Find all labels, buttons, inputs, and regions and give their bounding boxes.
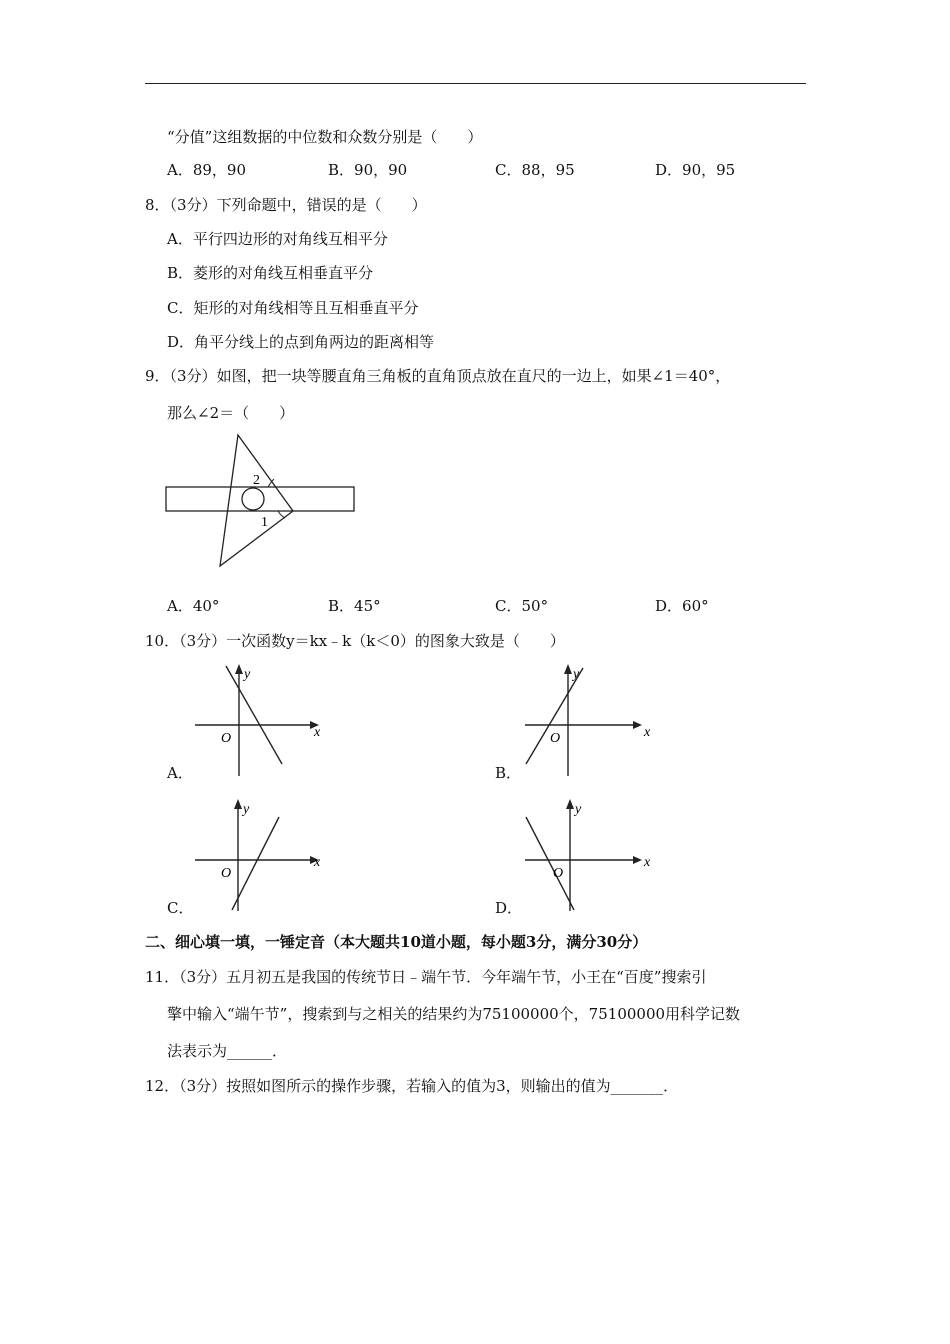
q9-stem-line1: 9．（3分）如图，把一块等腰直角三角板的直角顶点放在直尺的一边上，如果∠1＝40°， <box>145 367 731 385</box>
x-label: x <box>314 855 321 870</box>
origin-label: O <box>221 866 232 881</box>
q9-option-a: A．40° <box>167 597 220 615</box>
y-label: y <box>573 667 580 682</box>
origin-label: O <box>221 731 232 746</box>
x-label: x <box>644 855 651 870</box>
q9-option-b: B．45° <box>328 597 381 615</box>
function-line <box>232 817 279 910</box>
q7-option-b: B．90，90 <box>328 161 408 179</box>
q10-stem: 10．（3分）一次函数y＝kx﹣k（k＜0）的图象大致是（ ） <box>145 632 565 650</box>
y-label: y <box>243 802 250 817</box>
q8-option-a: A．平行四边形的对角线互相平分 <box>167 230 388 248</box>
angle-label-2: 2 <box>253 473 260 488</box>
q8-option-b: B．菱形的对角线互相垂直平分 <box>167 264 374 282</box>
y-label: y <box>575 802 582 817</box>
x-label: x <box>314 725 321 740</box>
q10-option-b: B． <box>495 764 522 782</box>
q11-line3: 法表示为______． <box>167 1042 288 1060</box>
angle-1-arc <box>278 511 285 518</box>
y-axis-arrow <box>234 799 242 809</box>
q10-option-a: A． <box>167 764 193 782</box>
y-axis-arrow <box>235 664 243 674</box>
q12-line1: 12．（3分）按照如图所示的操作步骤，若输入的值为3，则输出的值为_______． <box>145 1077 679 1095</box>
function-line <box>526 817 574 910</box>
q10-graph-a <box>190 660 340 780</box>
q11-line2: 擎中输入“端午节”，搜索到与之相关的结果约为75100000个，75100000用科学记数 <box>167 1005 741 1023</box>
header-rule <box>145 83 806 84</box>
x-axis-arrow <box>633 721 642 729</box>
x-label: x <box>644 725 651 740</box>
q7-option-c: C．88，95 <box>495 161 575 179</box>
q8-stem: 8．（3分）下列命题中，错误的是（ ） <box>145 196 427 214</box>
q11-line1: 11．（3分）五月初五是我国的传统节日﹣端午节．今年端午节，小王在“百度”搜索引 <box>145 968 707 986</box>
section-2-title: 二、细心填一填，一锤定音（本大题共10道小题，每小题3分，满分30分） <box>145 933 648 951</box>
x-axis-arrow <box>633 856 642 864</box>
q9-option-d: D．60° <box>655 597 709 615</box>
q10-graph-b <box>520 660 670 780</box>
q9-figure <box>160 430 360 570</box>
q7-option-d: D．90，95 <box>655 161 736 179</box>
q10-option-c: C． <box>167 899 194 917</box>
origin-label: O <box>550 731 561 746</box>
origin-label: O <box>553 866 564 881</box>
function-line <box>526 668 583 764</box>
y-axis-arrow <box>564 664 572 674</box>
q7-option-a: A．89，90 <box>167 161 247 179</box>
y-label: y <box>244 667 251 682</box>
function-line <box>226 666 282 764</box>
q9-option-c: C．50° <box>495 597 549 615</box>
q10-graph-d <box>520 795 670 915</box>
set-square-hole <box>242 488 264 510</box>
q10-graph-c <box>190 795 340 915</box>
q7-stem: “分值”这组数据的中位数和众数分别是（ ） <box>167 128 483 146</box>
q8-option-c: C．矩形的对角线相等且互相垂直平分 <box>167 299 419 317</box>
q9-stem-line2: 那么∠2＝（ ） <box>167 404 295 422</box>
q8-option-d: D．角平分线上的点到角两边的距离相等 <box>167 333 435 351</box>
angle-label-1: 1 <box>261 515 268 530</box>
q10-option-d: D． <box>495 899 523 917</box>
set-square-triangle <box>220 435 293 566</box>
y-axis-arrow <box>566 799 574 809</box>
